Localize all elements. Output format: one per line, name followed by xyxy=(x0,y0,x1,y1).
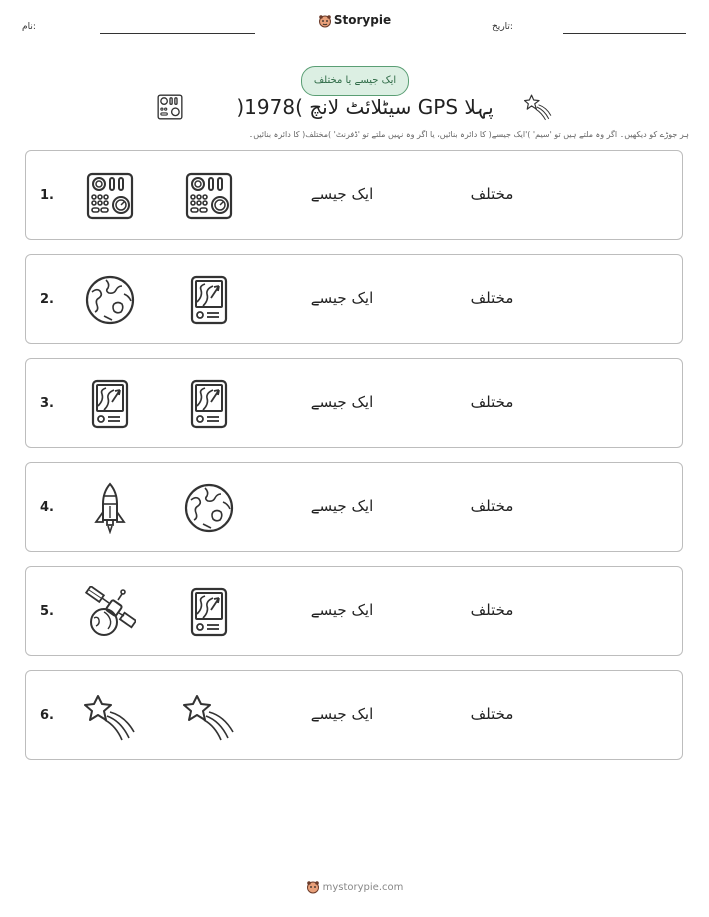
date-label: تاریخ: xyxy=(492,22,513,32)
shooting-star-icon xyxy=(522,93,554,121)
different-option[interactable]: مختلف xyxy=(470,289,514,307)
pair-row-2 xyxy=(25,254,683,344)
name-label: نام: xyxy=(22,22,36,32)
control-panel-icon xyxy=(155,93,185,121)
instructions: ہر جوڑے کو دیکھیں۔ اگر وہ ملتے ہیں تو 'سیم' )'ایک جیسے( کا دائرہ بنائیں، یا اگر وہ نہیں ملتے تو 'ڈفرنٹ' )مختلف( کا دائرہ بنائیں۔ xyxy=(248,130,689,139)
same-option[interactable]: ایک جیسے xyxy=(310,601,374,619)
different-option[interactable]: مختلف xyxy=(470,601,514,619)
row-number: 3. xyxy=(40,396,54,411)
control-panel-icon xyxy=(183,170,235,222)
storypie-logo-icon xyxy=(318,14,332,28)
topic-badge: ایک جیسے یا مختلف xyxy=(301,66,409,96)
page-title: پہلا GPS سیٹلائٹ لانچ )1978( xyxy=(236,95,494,119)
footer-url[interactable]: mystorypie.com xyxy=(322,882,404,893)
rocket-icon xyxy=(84,482,136,534)
same-option[interactable]: ایک جیسے xyxy=(310,393,374,411)
gps-device-icon xyxy=(183,378,235,430)
row-number: 2. xyxy=(40,292,54,307)
gps-device-icon xyxy=(183,274,235,326)
gps-device-icon xyxy=(84,378,136,430)
shooting-star-icon xyxy=(183,690,235,742)
same-option[interactable]: ایک جیسے xyxy=(310,705,374,723)
brand-name: Storypie xyxy=(333,13,392,27)
same-option[interactable]: ایک جیسے xyxy=(310,497,374,515)
date-line xyxy=(563,33,686,34)
earth-globe-icon xyxy=(183,482,235,534)
brand xyxy=(0,13,709,28)
storypie-logo-icon xyxy=(306,880,320,894)
shooting-star-icon xyxy=(84,690,136,742)
pair-row-6 xyxy=(25,670,683,760)
same-option[interactable]: ایک جیسے xyxy=(310,185,374,203)
control-panel-icon xyxy=(84,170,136,222)
different-option[interactable]: مختلف xyxy=(470,497,514,515)
row-number: 5. xyxy=(40,604,54,619)
pair-row-5 xyxy=(25,566,683,656)
gps-device-icon xyxy=(183,586,235,638)
different-option[interactable]: مختلف xyxy=(470,705,514,723)
different-option[interactable]: مختلف xyxy=(470,393,514,411)
satellite-earth-icon xyxy=(84,586,136,638)
pair-row-3 xyxy=(25,358,683,448)
row-number: 1. xyxy=(40,188,54,203)
same-option[interactable]: ایک جیسے xyxy=(310,289,374,307)
row-number: 6. xyxy=(40,708,54,723)
pair-row-1 xyxy=(25,150,683,240)
pair-row-4 xyxy=(25,462,683,552)
earth-globe-icon xyxy=(84,274,136,326)
different-option[interactable]: مختلف xyxy=(470,185,514,203)
row-number: 4. xyxy=(40,500,54,515)
name-line xyxy=(100,33,255,34)
footer xyxy=(0,880,709,894)
